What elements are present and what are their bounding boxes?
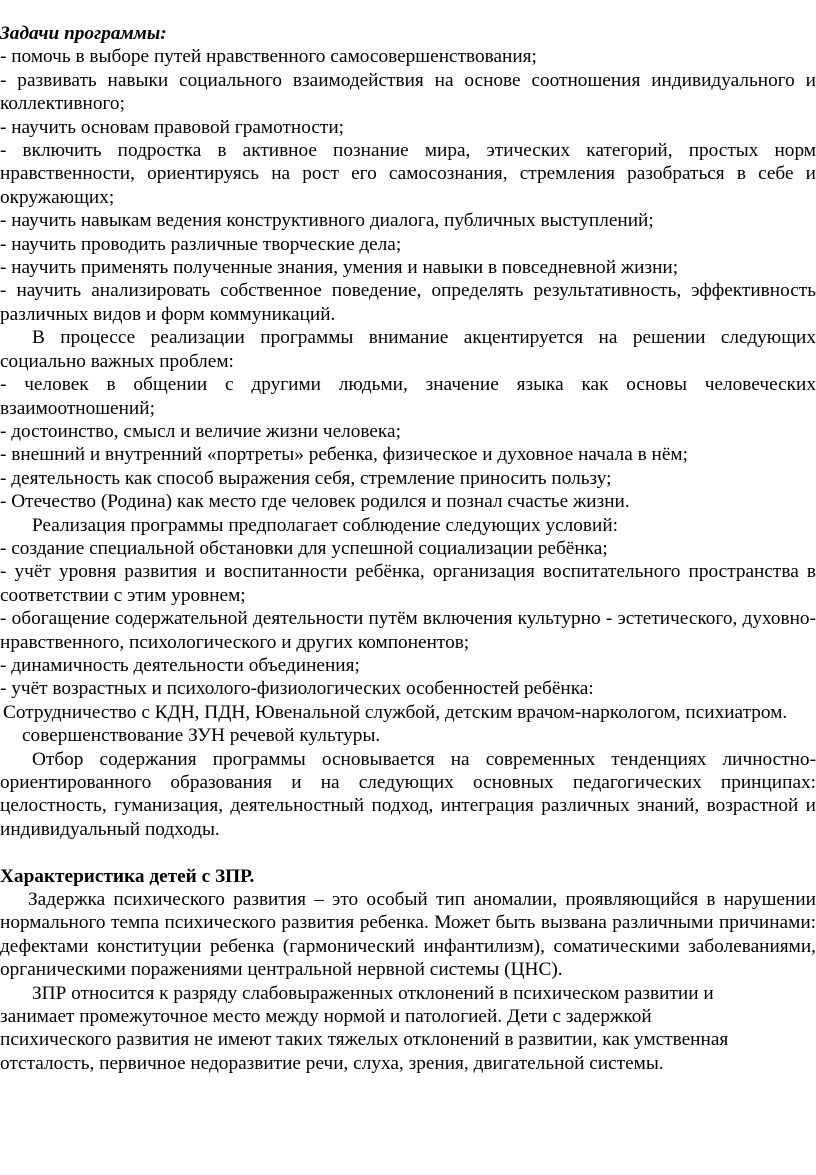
task-item-3: - научить основам правовой грамотности; [0, 116, 345, 138]
tasks-title: Задачи программы: [0, 23, 167, 44]
task-item-4: - включить подростка в активное познание мира, этических категорий, простых норм нравственности, ориентируясь на рост его самосознания, стремления разобраться в себе и окружающих; [0, 140, 816, 208]
problem-item-3: - внешний и внутренний «портреты» ребенка, физическое и духовное начала в нём; [0, 444, 688, 466]
condition-item-3: - обогащение содержательной деятельности путём включения культурно - эстетического, духовно-нравственного, психологического и других компонентов; [0, 608, 816, 653]
task-item-1: - помочь в выборе путей нравственного самосовершенствования; [0, 46, 537, 68]
task-item-5: - научить навыкам ведения конструктивного диалога, публичных выступлений; [0, 210, 654, 232]
conditions-intro: Реализация программы предполагает соблюдение следующих условий: [32, 514, 619, 536]
improvement-paragraph: совершенствование ЗУН речевой культуры. [22, 725, 381, 747]
blank-line [0, 841, 816, 864]
condition-item-2: - учёт уровня развития и воспитанности ребёнка, организация воспитательного пространства в соответствии с этим уровнем; [0, 561, 816, 606]
task-item-8: - научить анализировать собственное поведение, определять результативность, эффективность различных видов и форм коммуникаций. [0, 280, 816, 325]
condition-item-5: - учёт возрастных и психолого-физиологических особенностей ребёнка: [0, 678, 594, 700]
condition-item-4: - динамичность деятельности объединения; [0, 654, 360, 676]
problem-item-5: - Отечество (Родина) как место где человек родился и познал счастье жизни. [0, 491, 630, 513]
task-item-7: - научить применять полученные знания, умения и навыки в повседневной жизни; [0, 257, 679, 279]
problem-item-1: - человек в общении с другими людьми, значение языка как основы человеческих взаимоотношений; [0, 374, 816, 419]
problem-item-4: - деятельность как способ выражения себя, стремление приносить пользу; [0, 467, 612, 489]
zpr-paragraph-2-line-3: психического развития не имеют таких тяжелых отклонений в развитии, как умственная [0, 1029, 729, 1051]
zpr-paragraph-2-line-4: отсталость, первичное недоразвитие речи, слуха, зрения, двигательной системы. [0, 1052, 664, 1074]
problem-item-2: - достоинство, смысл и величие жизни человека; [0, 420, 401, 442]
task-item-2: - развивать навыки социального взаимодействия на основе соотношения индивидуального и коллективного; [0, 69, 816, 115]
zpr-paragraph-2-line-2: занимает промежуточное место между нормой и патологией. Дети с задержкой [0, 1006, 652, 1028]
document-page [0, 22, 816, 1075]
zpr-paragraph-1: Задержка психического развития – это особый тип аномалии, проявляющийся в нарушении нормального темпа психического развития ребенка. Может быть вызвана различными причинами: дефектами конституции ребенка (гармонический инфантилизм), соматическими заболеваниями, органическими поражениями центральной нервной системы (ЦНС). [0, 889, 816, 981]
condition-item-1: - создание специальной обстановки для успешной социализации ребёнка; [0, 537, 608, 559]
zpr-paragraph-2-line-1: ЗПР относится к разряду слабовыраженных отклонений в психическом развитии и [32, 982, 714, 1004]
task-item-6: - научить проводить различные творческие дела; [0, 233, 402, 255]
problems-intro: В процессе реализации программы внимание акцентируется на решении следующих социально важных проблем: [0, 327, 816, 372]
section-heading: Характеристика детей с ЗПР. [0, 865, 255, 887]
selection-paragraph: Отбор содержания программы основывается на современных тенденциях личностно-ориентированного образования и на следующих основных педагогических принципах: целостность, гуманизация, деятельностный подход, интеграция различных знаний, возрастной и индивидуальный подходы. [0, 748, 816, 840]
cooperation-paragraph: Сотрудничество с КДН, ПДН, Ювенальной службой, детским врачом-наркологом, психиатром. [3, 701, 788, 723]
